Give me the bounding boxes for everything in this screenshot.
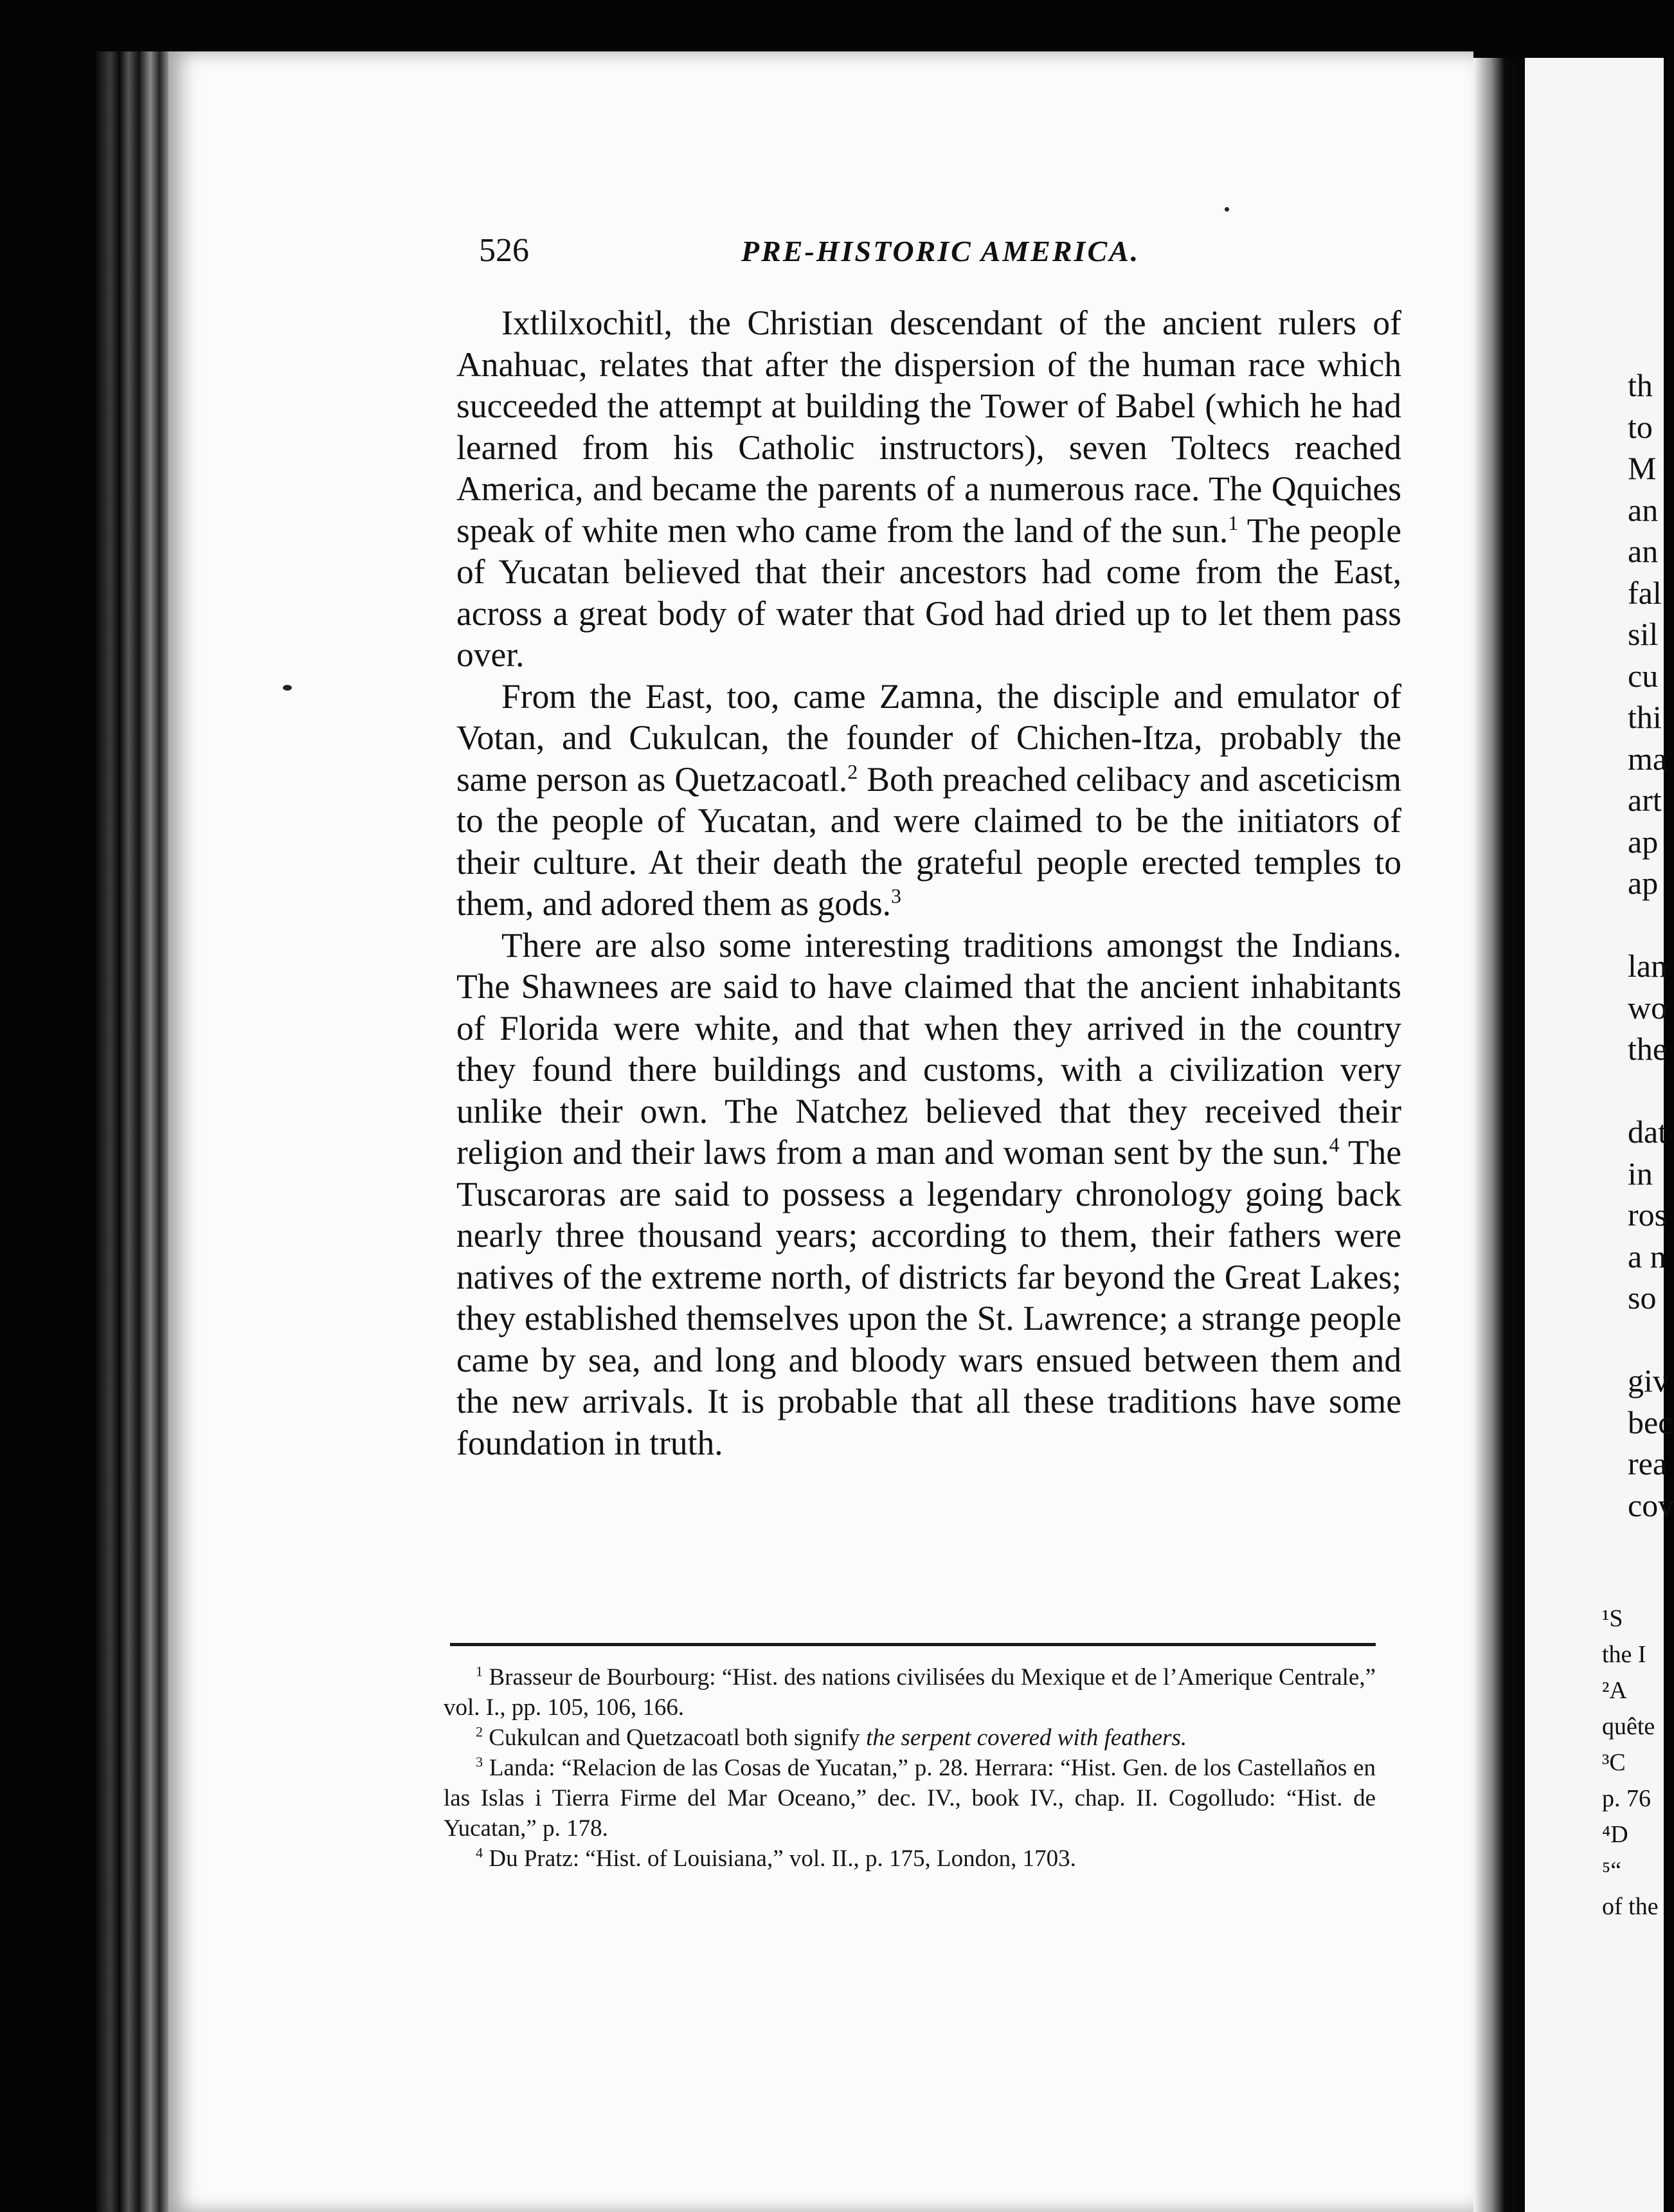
- text-run: Brasseur de Bourbourg: “Hist. des nations civilisées du Mexique et de l’Amerique Centrale,” vol. I., pp. 105, 106, 166.: [444, 1664, 1376, 1721]
- text-run: Cukulcan and Quetzacoatl both signify: [483, 1725, 867, 1751]
- facing-footnote-fragment: the I: [1602, 1641, 1646, 1668]
- running-title: PRE-HISTORIC AMERICA.: [741, 235, 1140, 267]
- facing-line-fragment: sil: [1628, 616, 1659, 652]
- paragraph: [456, 676, 1401, 925]
- facing-line-fragment: wo: [1628, 989, 1668, 1026]
- footnotes: [444, 1662, 1376, 1874]
- facing-line-fragment: fal: [1628, 574, 1662, 611]
- footnote: [444, 1844, 1376, 1874]
- facing-line-fragment: an: [1628, 533, 1659, 569]
- facing-footnote-fragment: ⁵“: [1602, 1857, 1622, 1884]
- facing-line-fragment: a n: [1628, 1238, 1666, 1274]
- facing-line-fragment: th: [1628, 367, 1653, 403]
- facing-line-fragment: art: [1628, 782, 1662, 818]
- book-spine-edge: [96, 51, 174, 2212]
- facing-footnote-fragment: p. 76: [1602, 1785, 1651, 1812]
- facing-footnote-fragment: ³C: [1602, 1749, 1626, 1776]
- book-gutter: [1473, 58, 1525, 2212]
- facing-line-fragment: the: [1628, 1031, 1668, 1067]
- text-run: Ixtlilxochitl, the Christian descendant of the ancient rulers of Anahuac, relates that after the dispersion of the human race which succeeded the attempt at building the Tower of Babel (which he had learned from his Catholic instructors), seven Toltecs reached America, and became the parents of a numerous race. The Qquiches speak of white men who came from the land of the sun.: [456, 304, 1401, 550]
- footnote: [444, 1753, 1376, 1844]
- text-run: Both preached celibacy and asceticism to the people of Yucatan, and were claimed to be the initiators of their culture. At their death the grateful people erected temples to them, and adored them as gods.: [456, 759, 1401, 923]
- facing-line-fragment: ma: [1628, 740, 1668, 777]
- facing-line-fragment: ap: [1628, 865, 1659, 901]
- facing-line-fragment: cu: [1628, 657, 1659, 694]
- facing-footnote-fragment: ²A: [1602, 1677, 1627, 1704]
- footnote-marker: 1: [1228, 511, 1239, 534]
- facing-line-fragment: ros: [1628, 1197, 1668, 1233]
- paragraph: [456, 302, 1401, 676]
- facing-line-fragment: an: [1628, 491, 1659, 528]
- facing-line-fragment: bec: [1628, 1404, 1673, 1440]
- scan-speck: [1225, 207, 1229, 212]
- scan-speck: [283, 685, 292, 691]
- page-number: 526: [479, 232, 529, 269]
- facing-footnote-fragment: of the: [1602, 1893, 1659, 1920]
- text-run: From the East, too, came Zamna, the disciple and emulator of Votan, and Cukulcan, the founder of Chichen-Itza, probably the same person as Quetzacoatl.: [456, 676, 1401, 799]
- footnote-marker: 1: [476, 1663, 483, 1680]
- text-run: There are also some interesting traditions amongst the Indians. The Shawnees are said to have claimed that the ancient inhabitants of Florida were white, and that when they arrived in the country they found there buildings and customs, with a civilization very unlike their own. The Natchez believed that they received their religion and their laws from a man and woman sent by the sun.: [456, 925, 1401, 1172]
- facing-footnote-fragment: ⁴D: [1602, 1821, 1628, 1848]
- paragraph: [456, 925, 1401, 1464]
- facing-line-fragment: ap: [1628, 823, 1659, 860]
- facing-line-fragment: thi: [1628, 699, 1662, 735]
- text-run: Du Pratz: “Hist. of Louisiana,” vol. II., p. 175, London, 1703.: [483, 1845, 1076, 1872]
- footnote-marker: 4: [476, 1844, 483, 1861]
- footnote: [444, 1662, 1376, 1723]
- facing-line-fragment: rea: [1628, 1446, 1668, 1482]
- footnote-marker: 2: [847, 759, 858, 783]
- facing-line-fragment: cov: [1628, 1487, 1674, 1523]
- facing-line-fragment: to: [1628, 408, 1653, 445]
- text-run: The Tuscaroras are said to possess a legendary chronology going back nearly three thousand years; according to them, their fathers were natives of the extreme north, of districts far beyond the Great Lakes; they established themselves upon the St. Lawrence; a strange people came by sea, and long and bloody wars ensued between them and the new arrivals. It is probable that all these traditions have some foundation in truth.: [456, 1133, 1401, 1462]
- facing-line-fragment: so: [1628, 1280, 1657, 1316]
- footnote-marker: 3: [476, 1754, 483, 1770]
- body-text: [456, 302, 1401, 1464]
- facing-footnote-fragment: ¹S: [1602, 1605, 1623, 1632]
- text-run: Landa: “Relacion de las Cosas de Yucatan,” p. 28. Herrara: “Hist. Gen. de los Castellaños en las Islas i Tierra Firme del Mar Oceano,” dec. IV., book IV., chap. II. Cogolludo: “Hist. de Yucatan,” p. 178.: [444, 1755, 1376, 1842]
- footnote: [444, 1723, 1376, 1753]
- footnote-marker: 3: [891, 884, 902, 908]
- facing-line-fragment: lan: [1628, 948, 1668, 984]
- text-run: The people of Yucatan believed that their ancestors had come from the East, across a great body of water that God had dried up to let them pass over.: [456, 511, 1401, 674]
- facing-footnote-fragment: quête: [1602, 1713, 1655, 1740]
- footnote-marker: 4: [1329, 1133, 1340, 1157]
- facing-line-fragment: in: [1628, 1155, 1653, 1192]
- running-head: [479, 231, 1456, 269]
- facing-page-edge: [1525, 58, 1674, 2212]
- footnote-marker: 2: [476, 1723, 483, 1740]
- facing-line-fragment: giv: [1628, 1363, 1669, 1399]
- facing-line-fragment: dat: [1628, 1114, 1668, 1150]
- footnote-rule: [450, 1643, 1376, 1646]
- italic-text: the serpent covered with feathers.: [866, 1725, 1187, 1751]
- facing-line-fragment: M: [1628, 450, 1657, 486]
